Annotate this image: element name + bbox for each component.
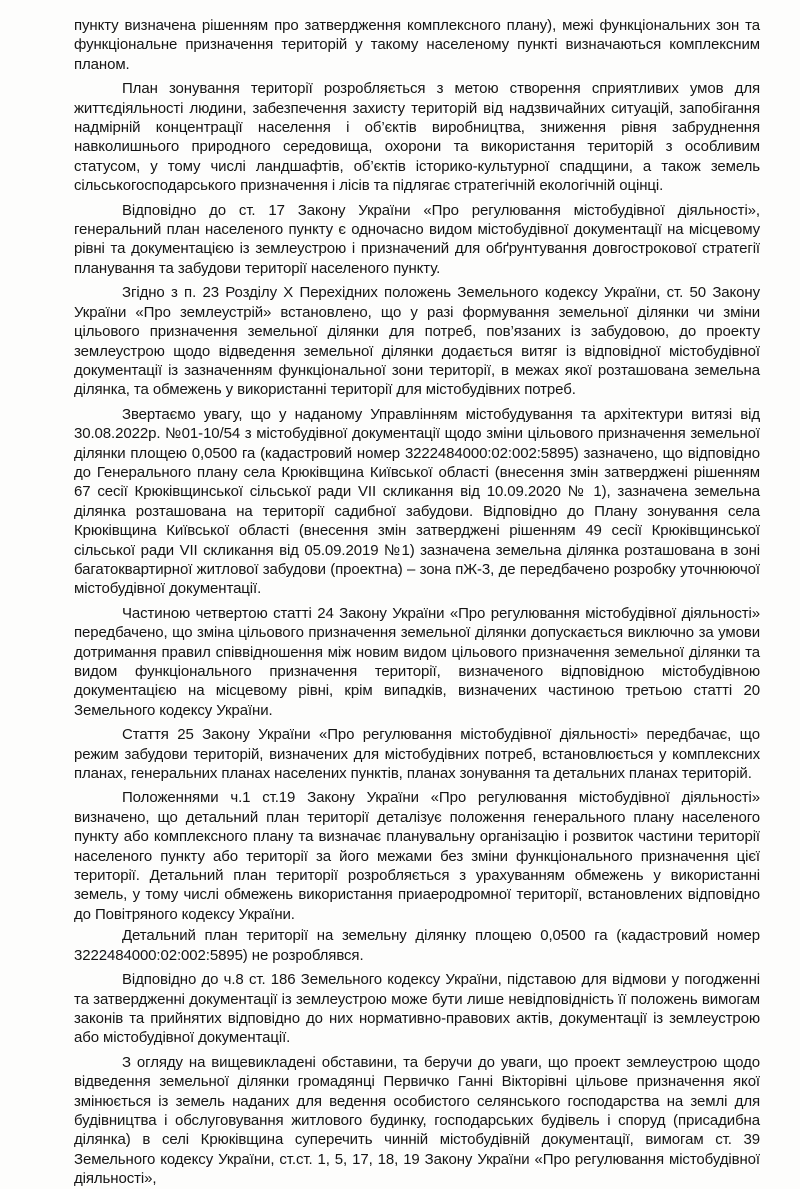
paragraph-continuation: пункту визначена рішенням про затвердження комплексного плану), межі функціональних зон та функціональне призначення територій у такому населеному пункті визначаються комплексним планом. xyxy=(74,17,760,73)
paragraph-urban-planning-extract: Звертаємо увагу, що у наданому Управлінням містобудування та архітектури витязі від 30.08.2022р. №01-10/54 з містобудівної документації щодо зміни цільового призначення земельної ділянки площею 0,0500 га (кадастровий номер 3222484000:02:002:5895) зазначено, що відповідно до Генерального плану села Крюківщина Київської області (внесення змін затверджені рішенням 67 сесії Крюківщинської сільської ради VII скликання від 10.09.2020 № 1), зазначена земельна ділянка розташована на території садибної забудови. Відповідно до Плану зонування села Крюківщина Київської області (внесення змін затверджені рішенням 49 сесії Крюківщинської сільської ради VII скликання від 05.09.2019 №1) зазначена земельна ділянка розташована в зоні багатоквартирної житлової забудови (проектна) – зона пЖ-3, де передбачено розробку уточнюючої містобудівної документації. xyxy=(74,405,760,598)
paragraph-article-25: Стаття 25 Закону України «Про регулювання містобудівної діяльності» передбачає, що режим забудови територій, визначених для містобудівних потреб, встановлюється у комплексних планах, генеральних планах населених пунктів, планах зонування та детальних планах територій. xyxy=(74,726,760,783)
paragraph-zoning-plan: План зонування території розробляється з метою створення сприятливих умов для життєдіяльності людини, забезпечення захисту територій від надзвичайних ситуацій, запобігання надмірній концентрації населення і об’єктів виробництва, зниження рівня забруднення навколишнього природного середовища, охорони та використання територій з особливим статусом, у тому числі ландшафтів, об’єктів історико-культурної спадщини, а також земель сільськогосподарського призначення і лісів та підлягає стратегічній екологічній оцінці. xyxy=(74,80,760,195)
paragraph-article-24: Частиною четвертою статті 24 Закону України «Про регулювання містобудівної діяльності» передбачено, що зміна цільового призначення земельної ділянки допускається виключно за умови дотримання правил співвідношення між новим видом цільового призначення земельної ділянки та видом функціонального призначення території, визначеного відповідною містобудівною документацією на місцевому рівні, крім випадків, визначених частиною третьою статті 20 Земельного кодексу України. xyxy=(74,604,760,719)
paragraph-detailed-plan: Детальний план території на земельну ділянку площею 0,0500 га (кадастровий номер 3222484000:02:002:5895) не розроблявся. xyxy=(74,927,760,964)
paragraph-article-186: Відповідно до ч.8 ст. 186 Земельного кодексу України, підставою для відмови у погодженні та затвердженні документації із землеустрою може бути лише невідповідність її положень вимогам законів та прийнятих відповідно до них нормативно-правових актів, документації із землеустрою або містобудівної документації. xyxy=(74,971,760,1047)
paragraph-article-19: Положеннями ч.1 ст.19 Закону України «Про регулювання містобудівної діяльності» визначено, що детальний план території деталізує положення генерального плану населеного пункту або комплексного плану та визначає планувальну організацію і розвиток частини території населеного пункту або території за його межами без зміни функціонального призначення цієї території. Детальний план території розробляється з урахуванням обмежень у використанні земель, у тому числі обмежень використання приаеродромної території, встановлених відповідно до Повітряного кодексу України. xyxy=(74,789,760,923)
paragraph-conclusion: З огляду на вищевикладені обставини, та беручи до уваги, що проект землеустрою щодо відведення земельної ділянки громадянці Первичко Ганні Вікторівні цільове призначення якої змінюється із земель наданих для ведення особистого селянського господарства на землі для будівництва і обслуговування житлового будинку, господарських будівель і споруд (присадибна ділянка) в селі Крюківщина суперечить чинній містобудівній документації, вимогам ст. 39 Земельного кодексу України, ст.ст. 1, 5, 17, 18, 19 Закону України «Про регулювання містобудівної діяльності», xyxy=(74,1053,760,1188)
paragraph-land-code-extract: Згідно з п. 23 Розділу Х Перехідних положень Земельного кодексу України, ст. 50 Закону України «Про землеустрій» встановлено, що у разі формування земельної ділянки чи зміни цільового призначення земельної ділянки для потреб, пов’язаних із забудовою, до проекту землеустрою щодо відведення земельної ділянки додається витяг із відповідної містобудівної документації із зазначенням функціональної зони території, в межах якої розташована земельна ділянка, та обмежень у використанні території для містобудівних потреб. xyxy=(74,284,760,399)
paragraph-general-plan: Відповідно до ст. 17 Закону України «Про регулювання містобудівної діяльності», генеральний план населеного пункту є одночасно видом містобудівної документації на місцевому рівні та документацією із землеустрою і призначений для обґрунтування довгострокової стратегії планування та забудови території населеного пункту. xyxy=(74,201,760,277)
